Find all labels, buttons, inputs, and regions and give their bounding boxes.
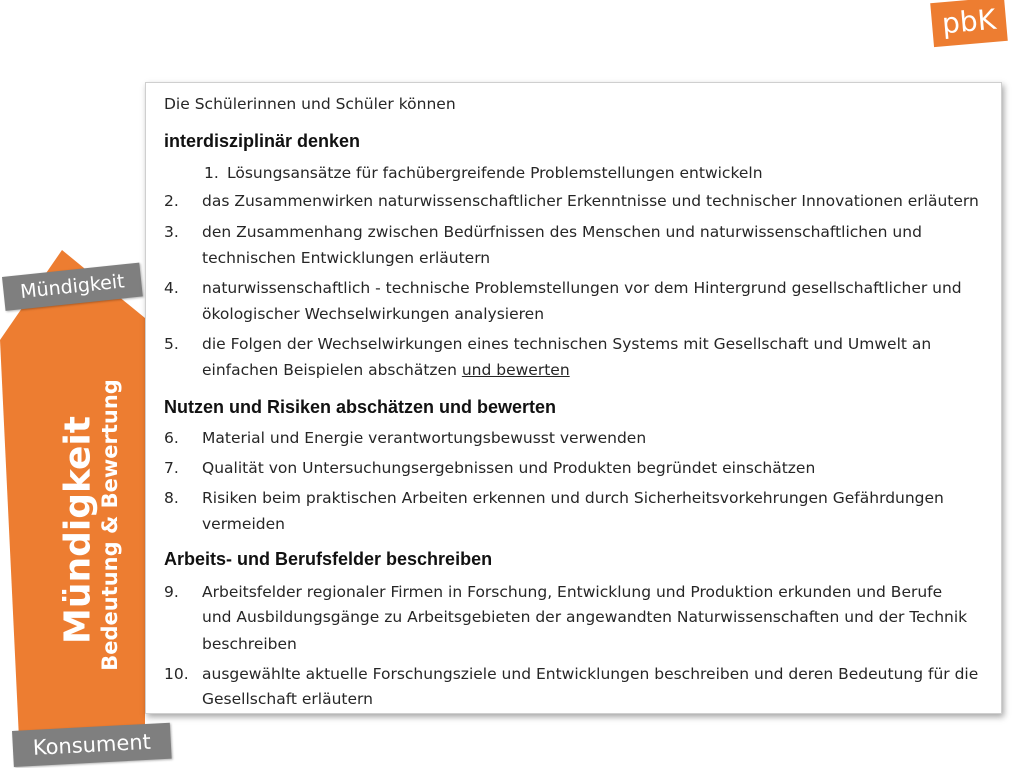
- item-text: naturwissenschaftlich - technische Problemstellungen vor dem Hintergrund gesellschaftlicher und: [202, 279, 962, 297]
- competency-document: [145, 82, 1002, 714]
- item-number: 8.: [164, 489, 179, 507]
- item-text: vermeiden: [202, 515, 285, 533]
- arrow-top-label: Mündigkeit: [2, 263, 143, 311]
- section-heading-careers: Arbeits- und Berufsfelder beschreiben: [164, 549, 493, 569]
- item-number: 1.: [204, 164, 219, 182]
- item-text: ökologischer Wechselwirkungen analysieren: [202, 305, 545, 323]
- item-text: das Zusammenwirken naturwissenschaftlicher Erkenntnisse und technischer Innovationen erläutern: [202, 192, 979, 210]
- doc-intro: Die Schülerinnen und Schüler können: [164, 95, 456, 113]
- pbk-logo-badge: pbK: [930, 0, 1008, 47]
- item-text: Qualität von Untersuchungsergebnissen und Produkten begründet einschätzen: [202, 459, 816, 477]
- item-text-line: [202, 361, 570, 379]
- item-number: 5.: [164, 335, 179, 353]
- item-text: Risiken beim praktischen Arbeiten erkennen und durch Sicherheitsvorkehrungen Gefährdungen: [202, 489, 944, 507]
- item-text: technischen Entwicklungen erläutern: [202, 249, 491, 267]
- item-number: 9.: [164, 583, 179, 601]
- item-text: die Folgen der Wechselwirkungen eines technischen Systems mit Gesellschaft und Umwelt an: [202, 335, 932, 353]
- item-number: 7.: [164, 459, 179, 477]
- item-number: 4.: [164, 279, 179, 297]
- item-number: 3.: [164, 223, 179, 241]
- item-number: 6.: [164, 429, 179, 447]
- arrow-bottom-label: Konsument: [12, 723, 172, 767]
- item-text: einfachen Beispielen abschätzen: [202, 361, 462, 379]
- item-number: 10.: [164, 665, 189, 683]
- arrow-main-label: Mündigkeit: [57, 416, 99, 644]
- item-text: Material und Energie verantwortungsbewusst verwenden: [202, 429, 647, 447]
- item-text: und Ausbildungsgänge zu Arbeitsgebieten der angewandten Naturwissenschaften und der Technik: [202, 608, 968, 626]
- item-text: Arbeitsfelder regionaler Firmen in Forschung, Entwicklung und Produktion erkunden und Berufe: [202, 583, 943, 601]
- item-text: ausgewählte aktuelle Forschungsziele und Entwicklungen beschreiben und deren Bedeutung für die: [202, 665, 979, 683]
- item-text: beschreiben: [202, 635, 297, 653]
- item-text: Lösungsansätze für fachübergreifende Problemstellungen entwickeln: [227, 164, 763, 182]
- arrow-sub-label: Bedeutung & Bewertung: [98, 379, 122, 671]
- section-heading-risks: Nutzen und Risiken abschätzen und bewerten: [164, 397, 557, 417]
- orange-arrow-shape: [0, 0, 150, 768]
- item-number: 2.: [164, 192, 179, 210]
- underlined-text: und bewerten: [461, 361, 570, 379]
- item-text: den Zusammenhang zwischen Bedürfnissen des Menschen und naturwissenschaftlichen und: [202, 223, 922, 241]
- section-heading-interdisciplinary: interdisziplinär denken: [164, 131, 361, 151]
- item-text: Gesellschaft erläutern: [202, 690, 373, 708]
